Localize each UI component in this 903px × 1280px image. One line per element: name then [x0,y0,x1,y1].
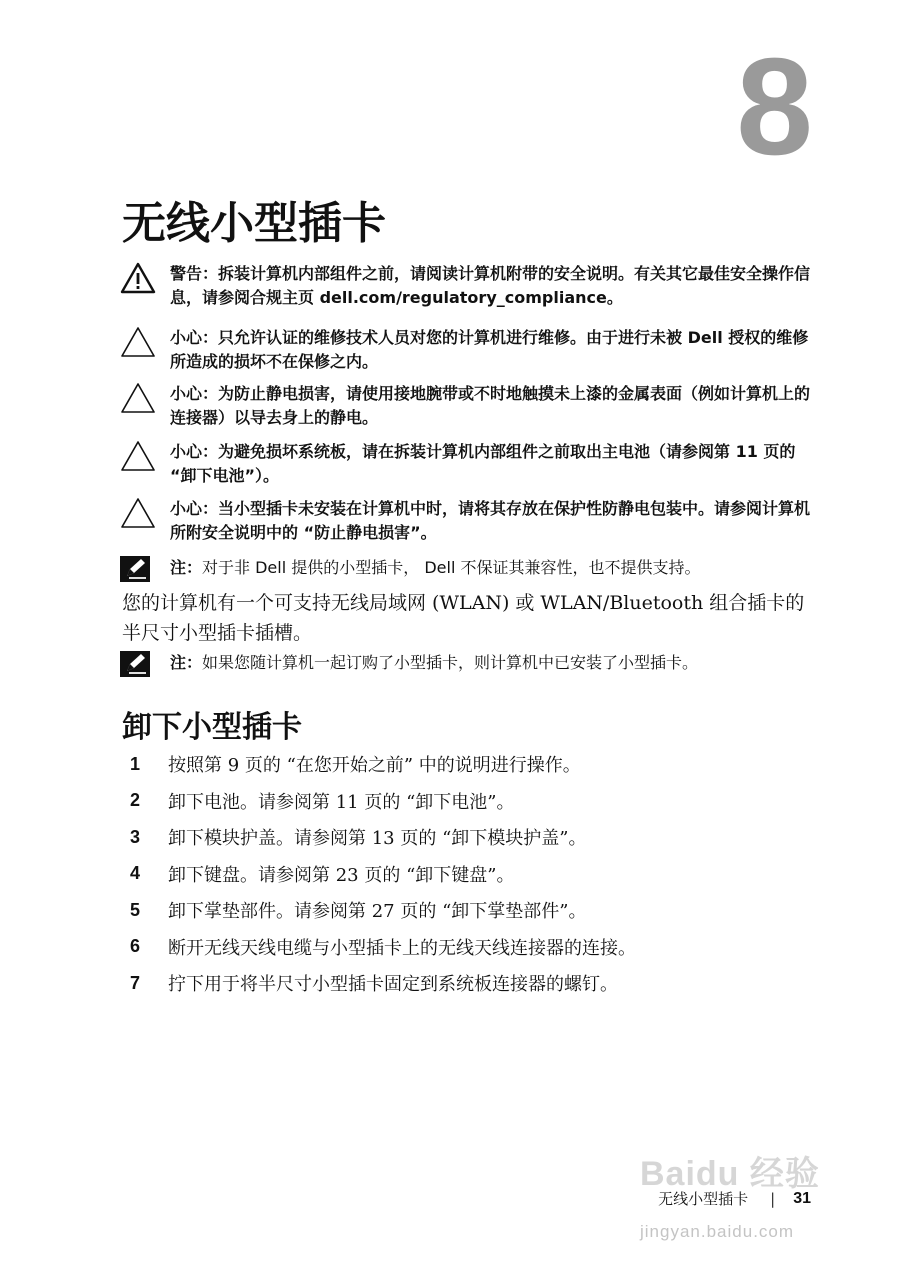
warning-notice [120,262,820,310]
note [120,556,820,582]
note-text: 对于非 Dell 提供的小型插卡， Dell 不保证其兼容性，也不提供支持。 [202,558,701,577]
step-number: 2 [130,790,141,811]
list-item [130,746,830,783]
body-paragraph: 您的计算机有一个可支持无线局域网 (WLAN) 或 WLAN/Bluetooth 组合插卡的半尺寸小型插卡插槽。 [122,592,805,644]
caution-triangle-icon [120,382,156,414]
step-text: 卸下掌垫部件。请参阅第 27 页的 “卸下掌垫部件”。 [168,901,587,923]
list-item [130,819,830,856]
steps-list [130,746,830,1002]
step-text: 卸下电池。请参阅第 11 页的 “卸下电池”。 [168,791,515,813]
caution-notice [120,497,820,545]
note [120,651,820,677]
list-item [130,965,830,1002]
list-item [130,929,830,966]
step-text: 拧下用于将半尺寸小型插卡固定到系统板连接器的螺钉。 [168,974,618,996]
step-text: 卸下键盘。请参阅第 23 页的 “卸下键盘”。 [168,864,515,886]
page-number: 31 [793,1189,811,1207]
step-text: 按照第 9 页的 “在您开始之前” 中的说明进行操作。 [168,755,581,777]
section-title: 卸下小型插卡 [122,710,302,745]
page-title: 无线小型插卡 [122,198,386,249]
step-text: 卸下模块护盖。请参阅第 13 页的 “卸下模块护盖”。 [168,828,587,850]
watermark-logo: Baidu 经验 [640,1155,820,1193]
note-text: 如果您随计算机一起订购了小型插卡，则计算机中已安装了小型插卡。 [202,653,699,672]
watermark-url: jingyan.baidu.com [640,1222,795,1241]
step-number: 7 [130,972,141,993]
list-item [130,783,830,820]
caution-triangle-icon [120,326,156,358]
note-label: 注： [170,558,203,577]
step-number: 1 [130,753,141,774]
caution-triangle-icon [120,440,156,472]
step-number: 4 [130,863,141,884]
caution-text: 小心：只允许认证的维修技术人员对您的计算机进行维修。由于进行未被 Dell 授权的维修所造成的损坏不在保修之内。 [170,328,809,371]
note-label: 注： [170,653,203,672]
list-item [130,892,830,929]
step-number: 6 [130,936,141,957]
step-number: 3 [130,826,141,847]
list-item [130,856,830,893]
step-number: 5 [130,899,141,920]
warning-triangle-icon [120,262,156,294]
caution-text: 小心：为避免损坏系统板，请在拆装计算机内部组件之前取出主电池（请参阅第 11 页的 “卸下电池”）。 [170,442,796,485]
note-pencil-icon [120,556,150,582]
warning-text: 警告：拆装计算机内部组件之前，请阅读计算机附带的安全说明。有关其它最佳安全操作信息，请参阅合规主页 dell.com/regulatory_compliance。 [170,264,811,307]
page-footer [658,1188,811,1209]
caution-notice [120,440,820,488]
caution-notice [120,382,820,430]
caution-text: 小心：为防止静电损害，请使用接地腕带或不时地触摸未上漆的金属表面（例如计算机上的连接器）以导去身上的静电。 [170,384,811,427]
footer-section-title: 无线小型插卡 [658,1190,749,1208]
footer-separator: | [770,1189,776,1208]
caution-triangle-icon [120,497,156,529]
note-pencil-icon [120,651,150,677]
step-text: 断开无线天线电缆与小型插卡上的无线天线连接器的连接。 [168,937,636,959]
caution-notice [120,326,820,374]
chapter-number: 8 [736,30,811,184]
caution-text: 小心：当小型插卡未安装在计算机中时，请将其存放在保护性防静电包装中。请参阅计算机所附安全说明中的 “防止静电损害”。 [170,499,811,542]
